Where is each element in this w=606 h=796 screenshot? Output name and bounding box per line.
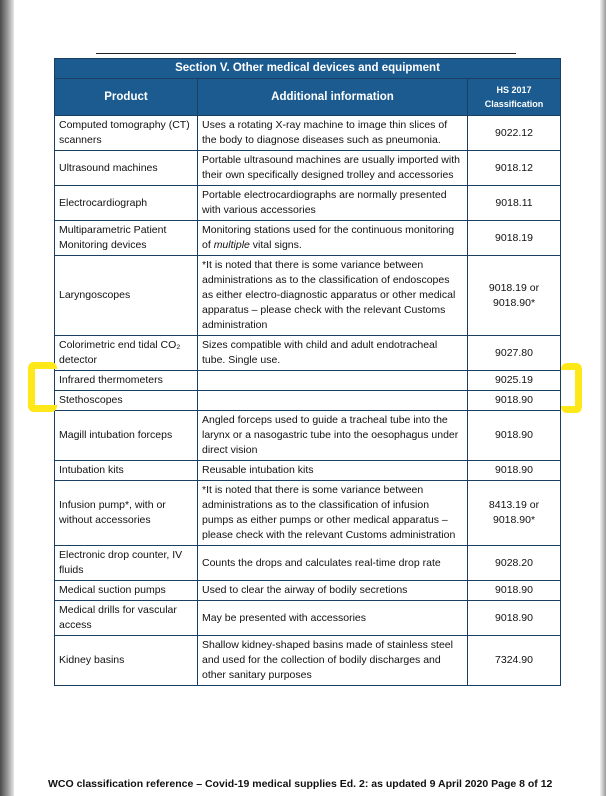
- product-cell: Electronic drop counter, IV fluids: [55, 546, 198, 581]
- hs-code-cell: 9018.19 or 9018.90*: [468, 256, 561, 336]
- table-row: [55, 581, 561, 601]
- info-cell: [198, 116, 468, 151]
- product-cell: Colorimetric end tidal CO₂ detector: [55, 336, 198, 371]
- hs-code-cell: 9018.90: [468, 391, 561, 411]
- page-footer: WCO classification reference – Covid-19 medical supplies Ed. 2: as updated 9 April 2020 Page 8 of 12: [48, 778, 553, 790]
- info-text: Portable electrocardiographs are normally presented with various accessories: [202, 189, 447, 216]
- info-cell: [198, 461, 468, 481]
- info-text: Monitoring stations used for the continuous monitoring of: [202, 224, 455, 251]
- table-row: [55, 256, 561, 336]
- hs-code-cell: 9018.12: [468, 151, 561, 186]
- table-row: [55, 151, 561, 186]
- info-cell: [198, 411, 468, 461]
- info-text: May be presented with accessories: [202, 611, 366, 624]
- table-row: [55, 411, 561, 461]
- product-cell: Multiparametric Patient Monitoring devices: [55, 221, 198, 256]
- hs-code-cell: 9018.90: [468, 601, 561, 636]
- hs-code-cell: 8413.19 or 9018.90*: [468, 481, 561, 546]
- table-row: [55, 461, 561, 481]
- product-cell: Laryngoscopes: [55, 256, 198, 336]
- info-cell: [198, 186, 468, 221]
- table-row: [55, 116, 561, 151]
- table-row: [55, 546, 561, 581]
- section-title: Section V. Other medical devices and equipment: [55, 59, 561, 79]
- hs-code-cell: 9018.90: [468, 461, 561, 481]
- info-cell: [198, 581, 468, 601]
- table-row: [55, 601, 561, 636]
- info-cell: [198, 601, 468, 636]
- product-cell: Infusion pump*, with or without accessories: [55, 481, 198, 546]
- hs-header-line2: Classification: [484, 99, 544, 109]
- info-text: Reusable intubation kits: [202, 464, 314, 476]
- product-cell: Medical suction pumps: [55, 581, 198, 601]
- product-cell: Ultrasound machines: [55, 151, 198, 186]
- table-row: [55, 336, 561, 371]
- product-cell: Medical drills for vascular access: [55, 601, 198, 636]
- info-column-header: Additional information: [198, 79, 468, 116]
- table-row: [55, 636, 561, 686]
- info-text-after: vital signs.: [249, 239, 302, 251]
- table-body: [55, 116, 561, 686]
- product-cell: Intubation kits: [55, 461, 198, 481]
- info-text: Angled forceps used to guide a tracheal tube into the larynx or a nasogastric tube into the oesophagus under direct vision: [202, 414, 459, 456]
- info-cell: [198, 256, 468, 336]
- highlight-bracket-right: [561, 363, 582, 413]
- product-cell: Stethoscopes: [55, 391, 198, 411]
- hs-header-line1: HS 2017: [496, 85, 532, 95]
- hs-code-cell: 9018.90: [468, 411, 561, 461]
- medical-devices-table: [54, 58, 561, 686]
- hs-code-cell: 9018.11: [468, 186, 561, 221]
- info-text: Sizes compatible with child and adult endotracheal tube. Single use.: [202, 339, 438, 366]
- page-shadow-right: [600, 0, 606, 796]
- hs-code-cell: 9018.19: [468, 221, 561, 256]
- table-row: [55, 221, 561, 256]
- page-shadow-left: [0, 0, 14, 796]
- hs-code-cell: 7324.90: [468, 636, 561, 686]
- info-cell: [198, 336, 468, 371]
- hs-code-cell: 9028.20: [468, 546, 561, 581]
- info-cell: [198, 221, 468, 256]
- info-text: Portable ultrasound machines are usually imported with their own specifically designed trolley and accessories: [202, 154, 460, 181]
- table-row: [55, 186, 561, 221]
- info-text: Counts the drops and calculates real-time drop rate: [202, 556, 441, 569]
- product-cell: Infrared thermometers: [55, 371, 198, 391]
- column-header-row: [55, 79, 561, 116]
- hs-code-cell: 9022.12: [468, 116, 561, 151]
- info-cell: [198, 546, 468, 581]
- info-text: Shallow kidney-shaped basins made of stainless steel and used for the collection of bodily discharges and other sanitary purposes: [202, 639, 453, 681]
- product-cell: Computed tomography (CT) scanners: [55, 116, 198, 151]
- product-cell: Kidney basins: [55, 636, 198, 686]
- info-cell: [198, 371, 468, 391]
- info-text: *It is noted that there is some variance between administrations as to the classification of infusion pumps as either pumps or other medical apparatus – please check with the relevant Customs administration: [202, 484, 456, 541]
- table-row: [55, 391, 561, 411]
- hs-code-cell: 9027.80: [468, 336, 561, 371]
- highlight-bracket-left: [28, 362, 57, 412]
- hs-column-header: [468, 79, 561, 116]
- table-row: [55, 481, 561, 546]
- info-cell: [198, 636, 468, 686]
- info-emphasis: multiple: [213, 239, 250, 251]
- product-cell: Electrocardiograph: [55, 186, 198, 221]
- top-rule: [96, 53, 516, 54]
- table-row: [55, 371, 561, 391]
- product-column-header: Product: [55, 79, 198, 116]
- product-cell: Magill intubation forceps: [55, 411, 198, 461]
- info-text: Used to clear the airway of bodily secretions: [202, 584, 408, 596]
- info-cell: [198, 481, 468, 546]
- info-text: *It is noted that there is some variance between administrations as to the classification of endoscopes as either electro-diagnostic apparatus or other medical apparatus – please check with the relevant Customs administration: [202, 259, 456, 331]
- info-text: Uses a rotating X-ray machine to image thin slices of the body to diagnose diseases such as pneumonia.: [202, 119, 448, 146]
- hs-code-cell: 9018.90: [468, 581, 561, 601]
- hs-code-cell: 9025.19: [468, 371, 561, 391]
- info-cell: [198, 391, 468, 411]
- info-cell: [198, 151, 468, 186]
